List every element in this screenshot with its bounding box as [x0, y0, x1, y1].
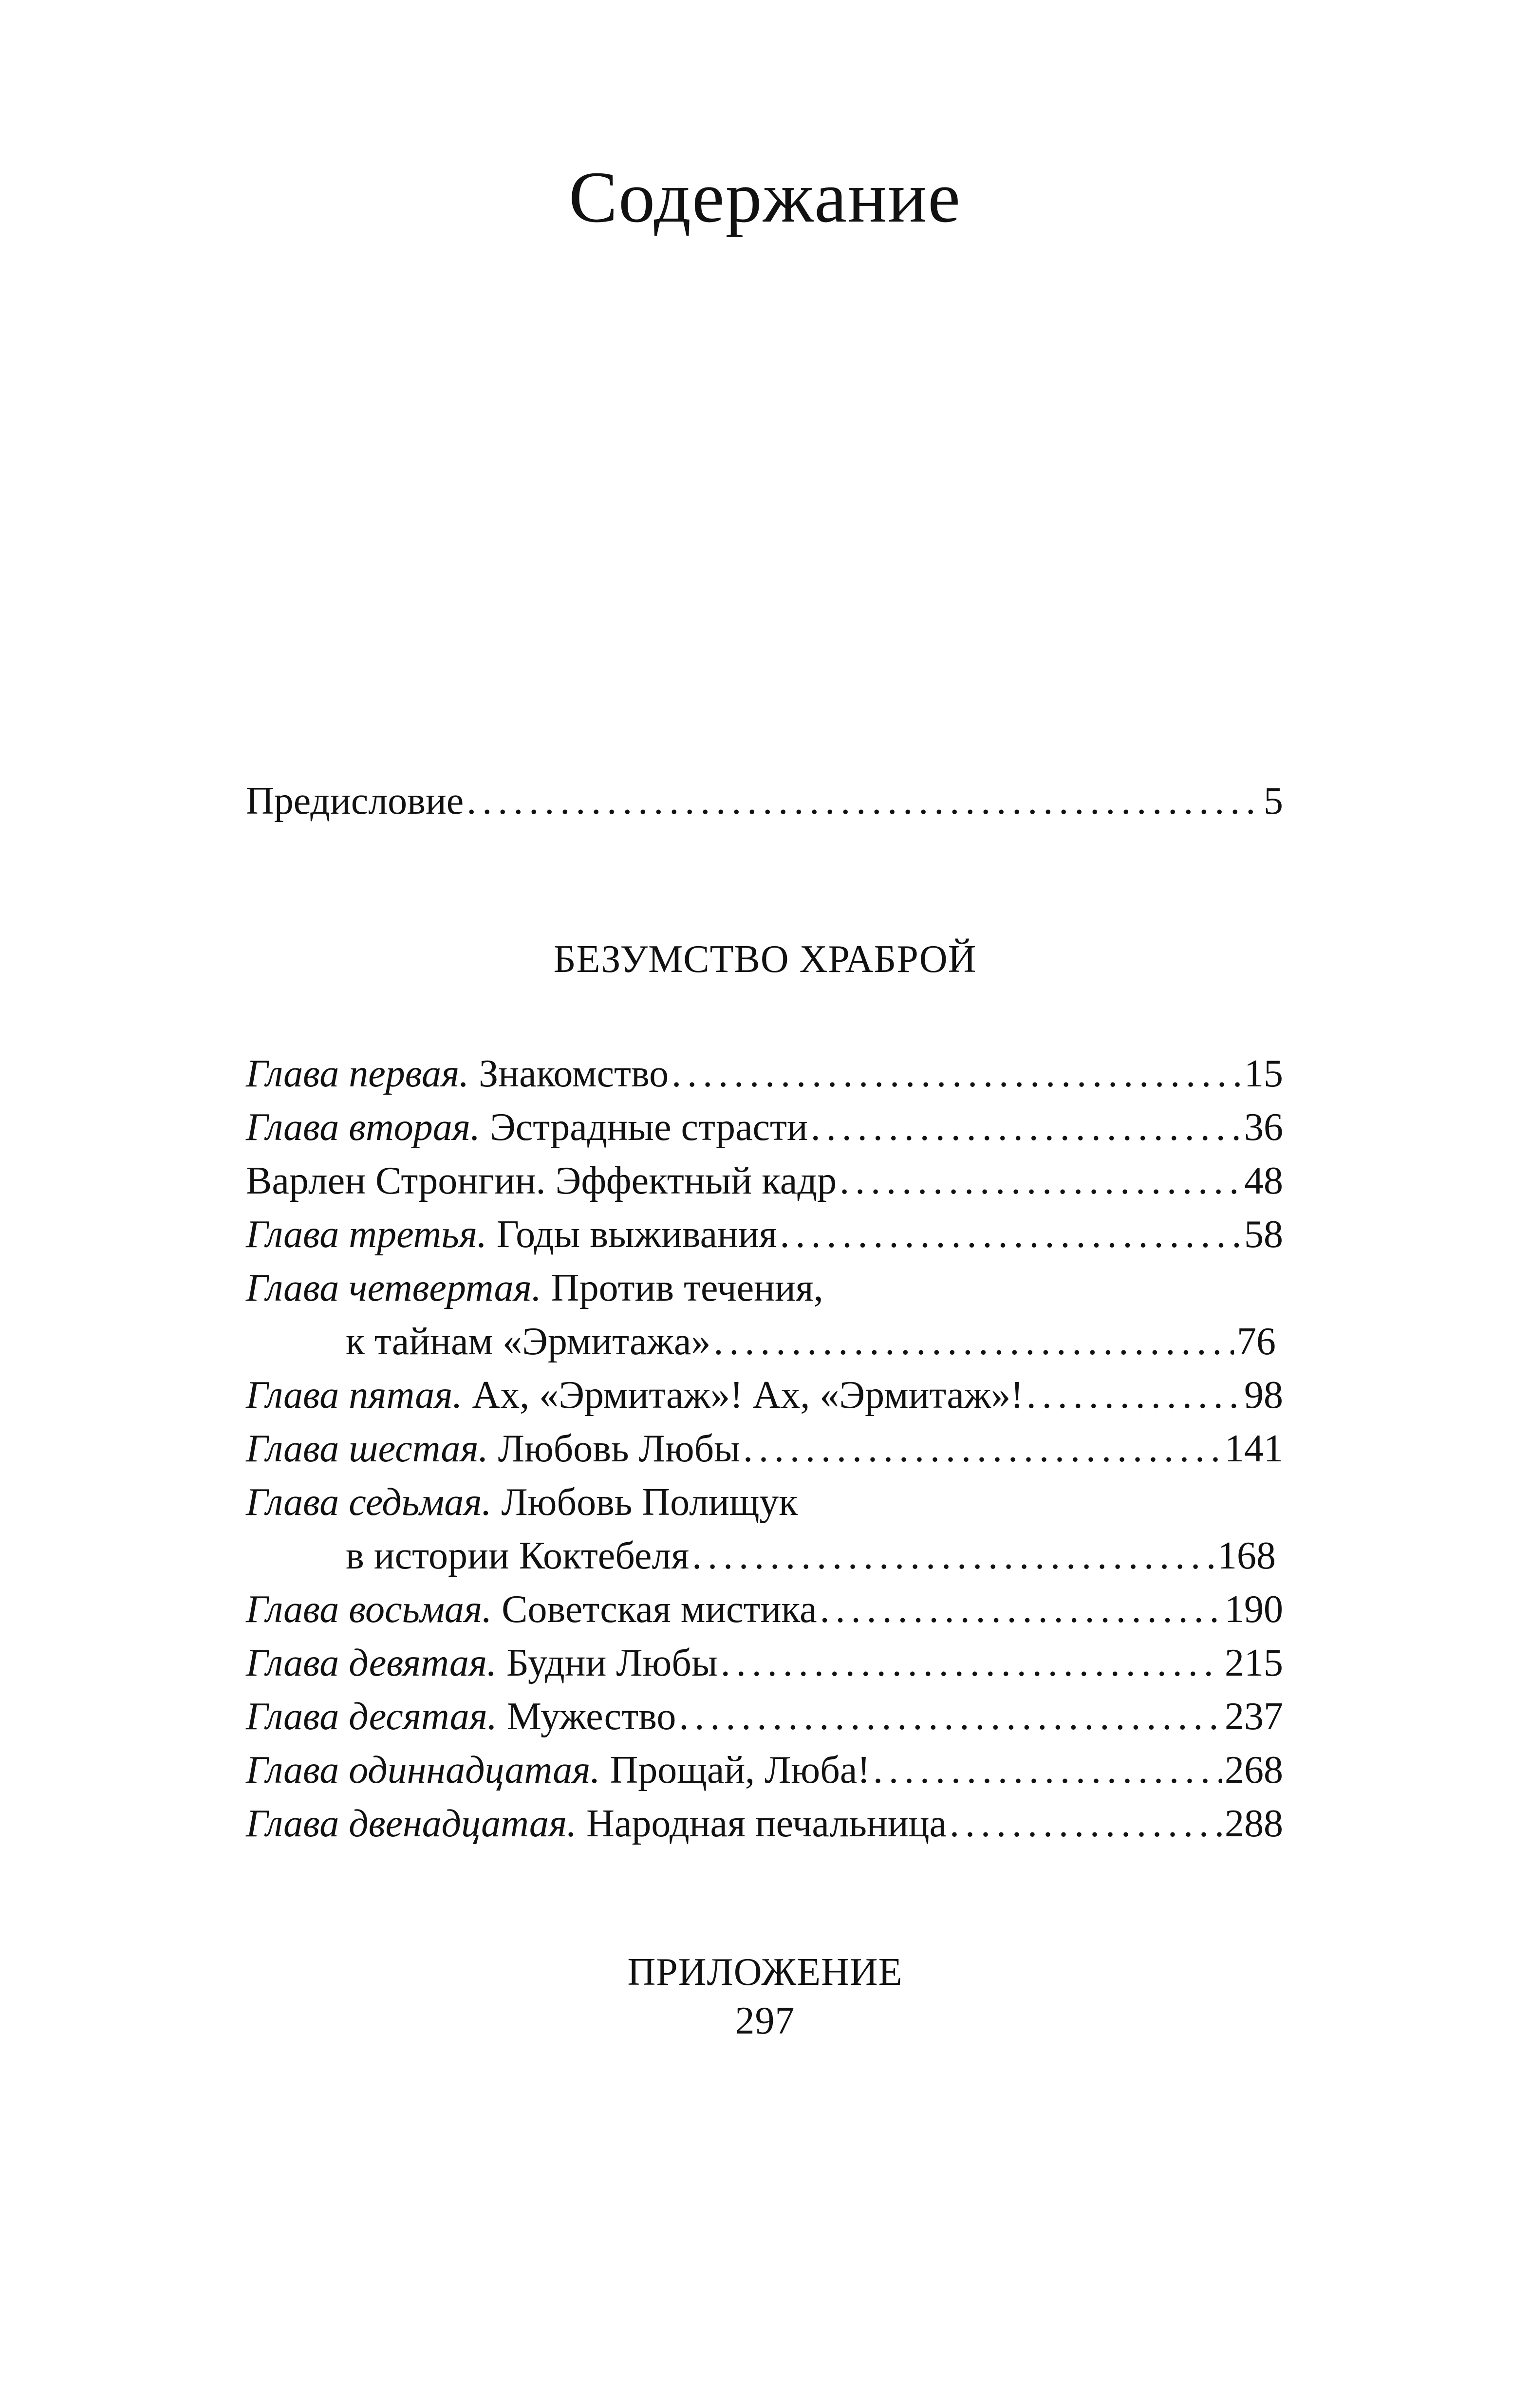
appendix-page-number: 297	[735, 1999, 795, 2042]
toc-page-number: 98	[1244, 1374, 1283, 1417]
dot-leader	[721, 1636, 1222, 1690]
dot-leader	[466, 774, 1261, 828]
toc-entry-preface	[246, 774, 1283, 828]
dot-leader	[840, 1154, 1241, 1208]
toc-entry-chapter-7	[246, 1475, 1283, 1529]
toc-page-number: 288	[1225, 1802, 1283, 1845]
chapter-title-continued: в истории Коктебеля	[346, 1534, 690, 1577]
chapter-prefix: Глава вторая.	[246, 1106, 480, 1149]
toc-entry-chapter-5	[246, 1368, 1283, 1422]
chapter-prefix: Глава одиннадцатая.	[246, 1749, 600, 1792]
toc-entry-chapter-3	[246, 1208, 1283, 1261]
toc-entry-chapter-2	[246, 1101, 1283, 1154]
toc-page-number: 141	[1225, 1427, 1283, 1470]
toc-page-number: 48	[1244, 1159, 1283, 1202]
toc-page-number: 237	[1225, 1695, 1283, 1738]
dot-leader	[743, 1422, 1222, 1475]
chapter-prefix: Глава третья.	[246, 1213, 487, 1256]
toc-page-number: 5	[1264, 780, 1283, 822]
chapter-prefix: Глава десятая.	[246, 1695, 497, 1738]
chapter-title: Эстрадные страсти	[480, 1106, 808, 1149]
chapter-prefix: Глава седьмая.	[246, 1481, 492, 1524]
toc-entry-chapter-8	[246, 1583, 1283, 1636]
toc-entry-chapter-11	[246, 1743, 1283, 1797]
chapter-title: Народная печальница	[577, 1802, 947, 1845]
toc-entry-chapter-6	[246, 1422, 1283, 1475]
chapter-prefix: Глава шестая.	[246, 1427, 488, 1470]
part-heading: БЕЗУМСТВО ХРАБРОЙ	[553, 938, 977, 981]
dot-leader	[713, 1315, 1234, 1368]
dot-leader	[1026, 1368, 1241, 1422]
chapter-prefix: Глава пятая.	[246, 1374, 463, 1417]
dot-leader	[811, 1101, 1241, 1154]
toc-page-number: 15	[1244, 1052, 1283, 1095]
dot-leader	[679, 1690, 1222, 1743]
chapter-title: Варлен Стронгин. Эффектный кадр	[246, 1159, 837, 1202]
chapter-title: Годы выживания	[486, 1213, 777, 1256]
chapter-prefix: Глава восьмая.	[246, 1588, 492, 1631]
chapter-title: Советская мистика	[492, 1588, 817, 1631]
toc-entry-chapter-4-continued	[346, 1315, 1276, 1368]
toc-page-number: 190	[1225, 1588, 1283, 1631]
toc-page-number: 168	[1217, 1534, 1276, 1577]
chapter-prefix: Глава двенадцатая.	[246, 1802, 577, 1845]
toc-entry-chapter-7-continued	[346, 1529, 1276, 1583]
toc-entry-chapter-4	[246, 1261, 1283, 1315]
chapter-title: Будни Любы	[497, 1642, 718, 1684]
chapter-prefix: Глава первая.	[246, 1052, 469, 1095]
dot-leader	[672, 1047, 1241, 1101]
chapter-title: Против течения,	[541, 1267, 823, 1309]
chapter-title: Любовь Любы	[488, 1427, 741, 1470]
chapter-title: Мужество	[497, 1695, 676, 1738]
appendix-heading: ПРИЛОЖЕНИЕ	[627, 1951, 903, 1994]
chapter-title: Прощай, Люба!	[600, 1749, 871, 1792]
chapter-title: Знакомство	[469, 1052, 669, 1095]
dot-leader	[820, 1583, 1222, 1636]
dot-leader	[780, 1208, 1241, 1261]
toc-entry-chapter-12	[246, 1797, 1283, 1850]
chapter-title: Любовь Полищук	[491, 1481, 798, 1524]
toc-page-number: 215	[1225, 1642, 1283, 1684]
toc-page-number: 58	[1244, 1213, 1283, 1256]
toc-page-number: 36	[1244, 1106, 1283, 1149]
toc-page-number: 76	[1237, 1320, 1276, 1363]
toc-entry-label: Предисловие	[246, 780, 464, 822]
dot-leader	[950, 1797, 1222, 1850]
chapter-title: Ах, «Эрмитаж»! Ах, «Эрмитаж»!	[462, 1374, 1024, 1417]
chapter-prefix: Глава девятая.	[246, 1642, 497, 1684]
toc-page-number: 268	[1225, 1749, 1283, 1792]
toc-entry-chapter-9	[246, 1636, 1283, 1690]
dot-leader	[873, 1743, 1222, 1797]
chapter-prefix: Глава четвертая.	[246, 1267, 541, 1309]
dot-leader	[692, 1529, 1214, 1583]
toc-entry-chapter-10	[246, 1690, 1283, 1743]
toc-entry-chapter-1	[246, 1047, 1283, 1101]
chapter-title-continued: к тайнам «Эрмитажа»	[346, 1320, 711, 1363]
toc-entry-interlude	[246, 1154, 1283, 1208]
page-title: Содержание	[569, 157, 961, 238]
